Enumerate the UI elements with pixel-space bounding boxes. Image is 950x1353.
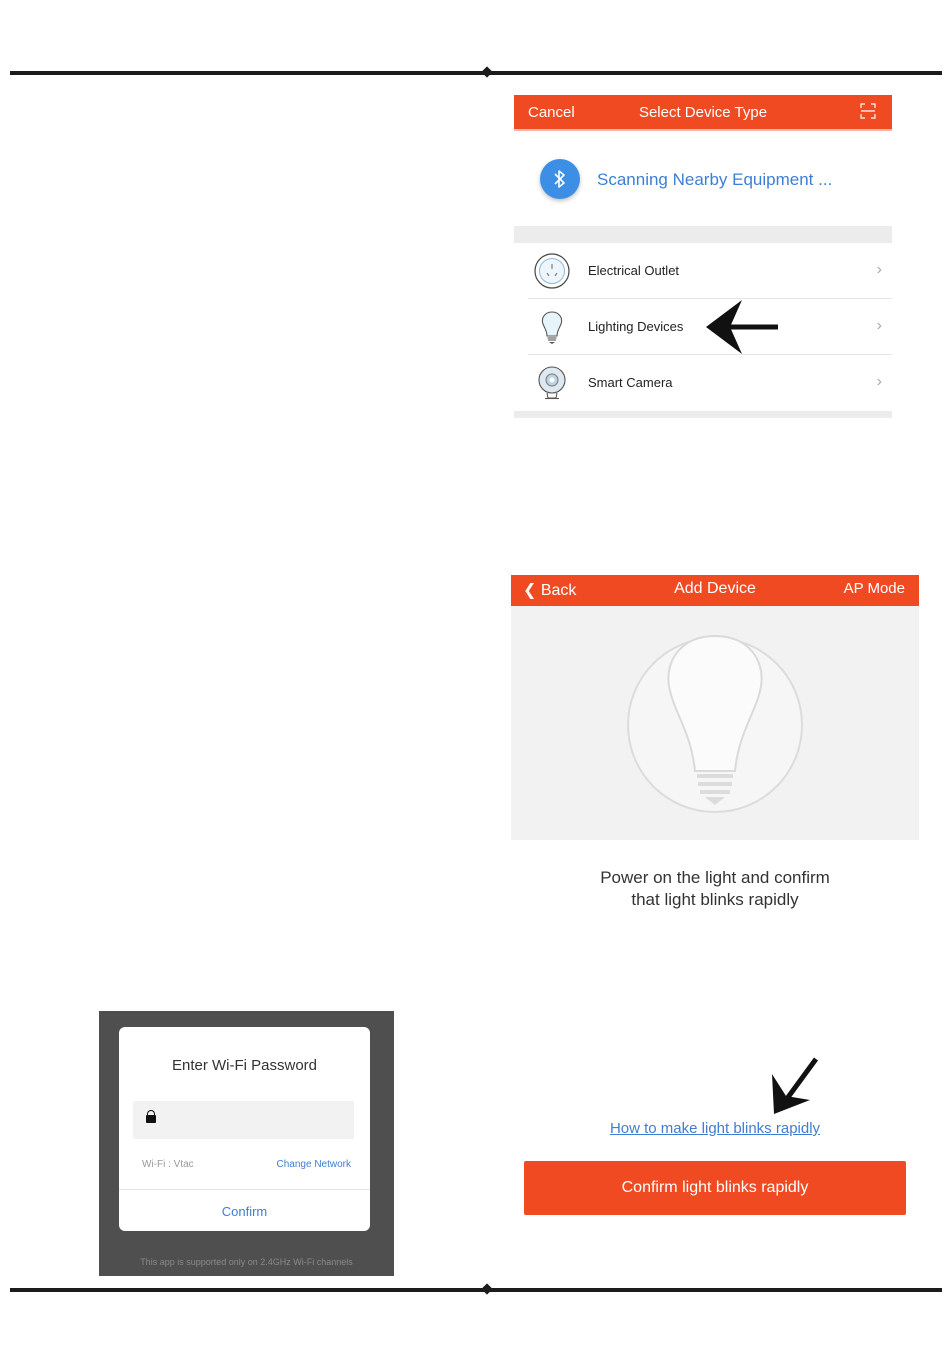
section-divider xyxy=(514,226,892,243)
device-label: Electrical Outlet xyxy=(588,263,680,278)
lock-icon xyxy=(146,1115,156,1123)
select-device-type-screen xyxy=(514,95,892,418)
ap-mode-button[interactable]: AP Mode xyxy=(843,580,905,597)
pointer-arrow-icon xyxy=(770,1056,822,1116)
back-label: Back xyxy=(540,582,577,599)
pointer-arrow-icon xyxy=(704,298,780,356)
wifi-name-label: Wi-Fi : Vtac xyxy=(142,1159,194,1170)
dialog-title: Enter Wi-Fi Password xyxy=(171,1057,318,1074)
confirm-button[interactable]: Confirm xyxy=(221,1204,268,1219)
add-device-header xyxy=(511,575,919,606)
device-row-smart-camera[interactable] xyxy=(514,355,892,411)
select-device-header xyxy=(514,95,892,131)
chevron-right-icon: › xyxy=(876,373,882,390)
chevron-right-icon: › xyxy=(876,317,882,334)
cancel-button[interactable]: Cancel xyxy=(528,104,575,121)
back-button[interactable]: ❮ Back xyxy=(523,582,577,599)
instruction-line-1: Power on the light and confirm xyxy=(600,868,830,887)
instruction-line-2: that light blinks rapidly xyxy=(631,890,799,909)
bulb-illustration-panel xyxy=(511,606,919,840)
confirm-blinks-button[interactable]: Confirm light blinks rapidly xyxy=(524,1161,906,1215)
device-label: Lighting Devices xyxy=(588,319,684,334)
header-title: Select Device Type xyxy=(638,104,768,121)
instruction-text xyxy=(511,867,919,911)
wifi-password-dialog xyxy=(119,1027,370,1231)
password-input[interactable] xyxy=(133,1101,354,1139)
bottom-divider-rule xyxy=(10,1288,942,1292)
wifi-password-screen xyxy=(99,1011,394,1276)
scan-qr-icon[interactable] xyxy=(860,103,876,119)
bluetooth-icon xyxy=(540,159,580,199)
device-label: Smart Camera xyxy=(588,375,673,390)
camera-icon xyxy=(534,365,570,401)
header-title: Add Device xyxy=(674,580,756,597)
top-divider-rule xyxy=(10,71,942,75)
device-row-lighting-devices[interactable] xyxy=(514,299,892,355)
light-bulb-icon xyxy=(511,606,919,840)
change-network-link[interactable]: Change Network xyxy=(276,1159,351,1170)
light-bulb-icon xyxy=(534,309,570,345)
device-row-electrical-outlet[interactable] xyxy=(514,243,892,299)
footer-note: This app is supported only on 2.4GHz Wi-Fi channels xyxy=(140,1257,353,1267)
help-link[interactable]: How to make light blinks rapidly xyxy=(609,1120,821,1137)
chevron-right-icon: › xyxy=(876,261,882,278)
scanning-status-text: Scanning Nearby Equipment ... xyxy=(597,170,833,189)
dialog-divider xyxy=(119,1189,370,1190)
outlet-icon xyxy=(534,253,570,289)
